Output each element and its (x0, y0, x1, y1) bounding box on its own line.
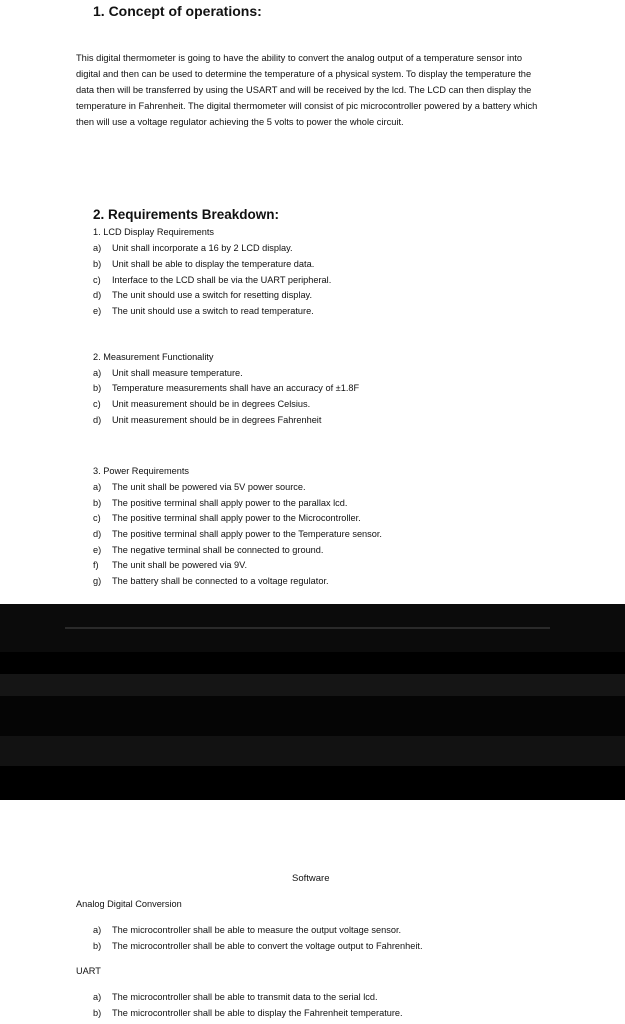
list-marker: c) (93, 513, 101, 523)
list-item: The positive terminal shall apply power to the Temperature sensor. (112, 529, 382, 539)
list-marker: b) (93, 1008, 102, 1018)
redaction-band (0, 766, 625, 800)
section2-title: 2. Requirements Breakdown: (93, 207, 280, 222)
list-item: The microcontroller shall be able to transmit data to the serial lcd. (112, 992, 378, 1002)
list-item: Unit shall be able to display the temperature data. (112, 259, 315, 269)
list-marker: e) (93, 545, 102, 555)
list-marker: g) (93, 576, 102, 586)
list-marker: a) (93, 925, 102, 935)
redaction-band (0, 696, 625, 736)
list-marker: a) (93, 482, 102, 492)
list-item: The positive terminal shall apply power to the Microcontroller. (112, 513, 361, 523)
software-title: Software (292, 873, 330, 884)
footer-rule (65, 627, 550, 629)
list-item: The unit should use a switch to read temperature. (112, 306, 314, 316)
list-item: The microcontroller shall be able to measure the output voltage sensor. (112, 925, 402, 935)
list-item: The positive terminal shall apply power to the parallax lcd. (112, 498, 348, 508)
group-heading-power: 3. Power Requirements (93, 466, 190, 476)
list-marker: d) (93, 529, 102, 539)
list-marker: d) (93, 290, 102, 300)
list-item: Unit measurement should be in degrees Fahrenheit (112, 415, 322, 425)
redaction-band (0, 652, 625, 674)
list-item: The unit shall be powered via 9V. (112, 560, 248, 570)
list-item: Unit measurement should be in degrees Celsius. (112, 399, 311, 409)
list-marker: b) (93, 941, 102, 951)
redaction-band (0, 674, 625, 696)
list-marker: c) (93, 275, 101, 285)
list-item: The unit shall be powered via 5V power source. (112, 482, 306, 492)
list-marker: a) (93, 992, 102, 1002)
list-marker: e) (93, 306, 102, 316)
group-heading-uart: UART (76, 966, 101, 976)
list-item: Interface to the LCD shall be via the UART peripheral. (112, 275, 332, 285)
list-item: Unit shall incorporate a 16 by 2 LCD display. (112, 243, 293, 253)
group-heading-lcd: 1. LCD Display Requirements (93, 227, 215, 237)
list-marker: a) (93, 243, 102, 253)
list-marker: b) (93, 259, 102, 269)
list-marker: f) (93, 560, 99, 570)
list-marker: a) (93, 368, 102, 378)
list-item: Temperature measurements shall have an accuracy of ±1.8F (112, 383, 360, 393)
redaction-band (0, 736, 625, 766)
list-item: The unit should use a switch for resetting display. (112, 290, 313, 300)
list-marker: d) (93, 415, 102, 425)
list-marker: b) (93, 383, 102, 393)
concept-paragraph: This digital thermometer is going to have the ability to convert the analog output of a temperature sensor into digital and then can be used to determine the temperature of a physical system. To display the temperature the data then will be transferred by using the USART and will be received by the lcd. The LCD can then display the temperature in Fahrenheit. The digital thermometer will consist of pic microcontroller powered by a battery which then will use a voltage regulator achieving the 5 volts to power the whole circuit. (76, 53, 538, 127)
group-heading-adc: Analog Digital Conversion (76, 899, 182, 909)
list-item: The negative terminal shall be connected to ground. (112, 545, 324, 555)
list-marker: c) (93, 399, 101, 409)
list-marker: b) (93, 498, 102, 508)
list-item: Unit shall measure temperature. (112, 368, 243, 378)
list-item: The microcontroller shall be able to display the Fahrenheit temperature. (112, 1008, 403, 1018)
group-heading-measurement: 2. Measurement Functionality (93, 352, 214, 362)
list-item: The microcontroller shall be able to convert the voltage output to Fahrenheit. (112, 941, 423, 951)
list-item: The battery shall be connected to a voltage regulator. (112, 576, 329, 586)
section1-title: 1. Concept of operations: (93, 3, 262, 19)
